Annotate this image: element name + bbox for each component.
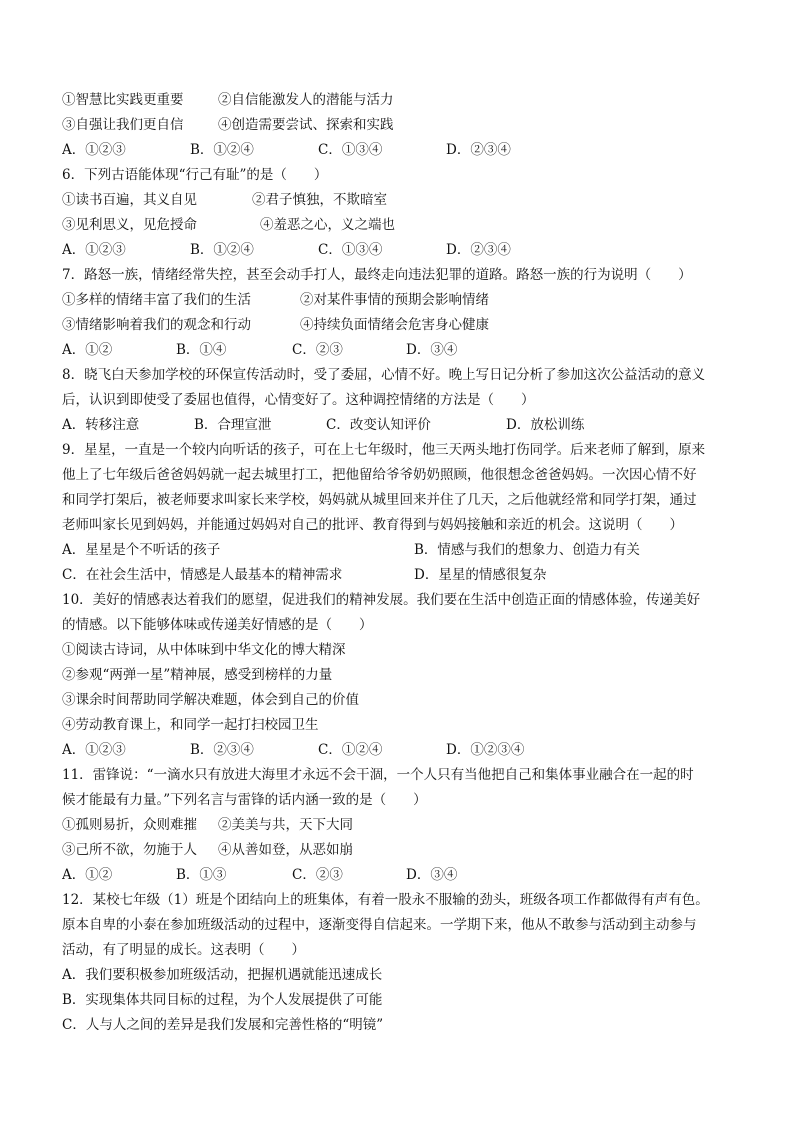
statement-row	[62, 288, 732, 313]
choice-a: A．星星是个不听话的孩子	[62, 542, 221, 558]
choice-row	[62, 238, 732, 263]
question-stem: 活动，有了明显的成长。这表明（ ）	[62, 942, 305, 958]
statement-row	[62, 813, 732, 838]
question-stem: 8．晓飞白天参加学校的环保宣传活动时，受了委屈，心情不好。晚上写日记分析了参加这次公益活动的意义	[62, 367, 706, 383]
choice-row	[62, 338, 732, 363]
question-stem: 10．美好的情感表达着我们的愿望，促进我们的精神发展。我们要在生活中创造正面的情感体验，传递美好	[62, 592, 701, 608]
choice-a: A．①②	[62, 867, 113, 883]
choice-b: B．①③	[176, 867, 227, 883]
question-stem: 12．某校七年级（1）班是个团结向上的班集体，有着一股永不服输的劲头，班级各项工作都做得有声有色。	[62, 892, 709, 908]
question-stem: 原本自卑的小泰在参加班级活动的过程中，逐渐变得自信起来。一学期下来，他从不敢参与活动到主动参与	[62, 917, 697, 933]
statement-row	[62, 88, 732, 113]
question-stem: 候才能最有力量。”下列名言与雷锋的话内涵一致的是（ ）	[62, 792, 427, 808]
choice-row	[62, 863, 732, 888]
statement: ②自信能激发人的潜能与活力	[218, 92, 394, 108]
question-stem: 的情感。以下能够体味或传递美好情感的是（ ）	[62, 617, 373, 633]
question-stem: 后，认识到即使受了委屈也值得，心情变好了。这种调控情绪的方法是（ ）	[62, 392, 535, 408]
question-stem: 11．雷锋说：“一滴水只有放进大海里才永远不会干涸，一个人只有当他把自己和集体事业融合在一起的时	[62, 767, 694, 783]
choice-d: D．③④	[406, 342, 458, 358]
question-stem: 9．星星，一直是一个较内向听话的孩子，可在上七年级时，他三天两头地打伤同学。后来老师了解到，原来	[62, 442, 706, 458]
statement: ④从善如登，从恶如崩	[218, 842, 353, 858]
choice-row	[62, 538, 732, 563]
statement: ②君子慎独，不欺暗室	[252, 192, 387, 208]
choice-c: C．②③	[292, 867, 343, 883]
choice-d: D．②③④	[446, 242, 511, 258]
statement: ①智慧比实践更重要	[62, 92, 184, 108]
statement: ①读书百遍，其义自见	[62, 192, 197, 208]
statement: ①孤则易折，众则难摧	[62, 817, 197, 833]
choice-c: C．①②④	[318, 742, 383, 758]
choice-b: B．①④	[176, 342, 227, 358]
statement: ④劳动教育课上，和同学一起打扫校园卫生	[62, 717, 319, 733]
statement: ④创造需要尝试、探索和实践	[218, 117, 394, 133]
statement: ③情绪影响着我们的观念和行动	[62, 317, 251, 333]
choice-b: B．情感与我们的想象力、创造力有关	[414, 542, 640, 558]
choice-b: B．合理宣泄	[194, 417, 272, 433]
choice-row	[62, 138, 732, 163]
choice-b: B．实现集体共同目标的过程，为个人发展提供了可能	[62, 992, 383, 1008]
choice-c: C．在社会生活中，情感是人最基本的精神需求	[62, 567, 343, 583]
question-stem: 和同学打架后，被老师要求叫家长来学校，妈妈就从城里回来并住了几天，之后他就经常和同学打架，通过	[62, 492, 697, 508]
choice-d: D．星星的情感很复杂	[414, 567, 547, 583]
statement: ③见利思义，见危授命	[62, 217, 197, 233]
choice-a: A．①②③	[62, 242, 126, 258]
statement: ②美美与共，天下大同	[218, 817, 353, 833]
choice-row	[62, 413, 732, 438]
choice-row	[62, 563, 732, 588]
statement: ③自强让我们更自信	[62, 117, 184, 133]
question-list	[62, 88, 732, 1038]
statement-row	[62, 113, 732, 138]
choice-b: B．①②④	[190, 242, 254, 258]
choice-a: A．①②③	[62, 742, 126, 758]
choice-c: C．①③④	[318, 242, 383, 258]
choice-c: C．①③④	[318, 142, 383, 158]
statement: ②对某件事情的预期会影响情绪	[300, 292, 489, 308]
statement-row	[62, 213, 732, 238]
choice-a: A．转移注意	[62, 417, 140, 433]
choice-row	[62, 738, 732, 763]
choice-a: A．我们要积极参加班级活动，把握机遇就能迅速成长	[62, 967, 383, 983]
statement-row	[62, 838, 732, 863]
choice-a: A．①②③	[62, 142, 126, 158]
statement: ②参观“两弹一星”精神展，感受到榜样的力量	[62, 667, 333, 683]
choice-c: C．改变认知评价	[326, 417, 431, 433]
choice-b: B．②③④	[190, 742, 254, 758]
question-stem: 6．下列古语能体现“行己有耻”的是（ ）	[62, 167, 328, 183]
statement: ③课余时间帮助同学解决难题，体会到自己的价值	[62, 692, 359, 708]
statement: ④持续负面情绪会危害身心健康	[300, 317, 489, 333]
statement-row	[62, 313, 732, 338]
choice-c: C．②③	[292, 342, 343, 358]
statement: ④羞恶之心，义之端也	[260, 217, 395, 233]
choice-d: D．①②③④	[446, 742, 525, 758]
choice-d: D．②③④	[446, 142, 511, 158]
question-stem: 他上了七年级后爸爸妈妈就一起去城里打工，把他留给爷爷奶奶照顾，他很想念爸爸妈妈。一次因心情不好	[62, 467, 697, 483]
choice-d: D．③④	[406, 867, 458, 883]
question-stem: 7．路怒一族，情绪经常失控，甚至会动手打人，最终走向违法犯罪的道路。路怒一族的行为说明（ ）	[62, 267, 692, 283]
statement: ③己所不欲，勿施于人	[62, 842, 197, 858]
statement: ①阅读古诗词，从中体味到中华文化的博大精深	[62, 642, 346, 658]
choice-c: C．人与人之间的差异是我们发展和完善性格的“明镜”	[62, 1017, 384, 1033]
choice-d: D．放松训练	[506, 417, 585, 433]
choice-b: B．①②④	[190, 142, 254, 158]
statement: ①多样的情绪丰富了我们的生活	[62, 292, 251, 308]
statement-row	[62, 188, 732, 213]
choice-a: A．①②	[62, 342, 113, 358]
question-stem: 老师叫家长见到妈妈，并能通过妈妈对自己的批评、教育得到与妈妈接触和亲近的机会。这说明（ ）	[62, 517, 683, 533]
